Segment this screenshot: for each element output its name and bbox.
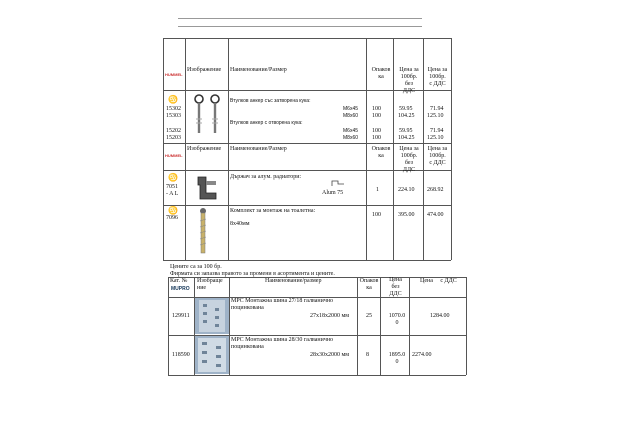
note-company-rights: Фирмата си запазва правото за промени в асортимента и цените.: [170, 271, 335, 277]
code-15202: 15202: [166, 128, 181, 134]
price-no-vat-1: 59.95: [399, 106, 413, 112]
price-vat-4: 125.10: [427, 135, 444, 141]
mounting-rail-image-1: [195, 298, 229, 334]
t2-pack-129911: 25: [366, 313, 372, 319]
price-vat-1: 71.94: [430, 106, 444, 112]
note-prices: Цените са за 100 бр.: [170, 264, 222, 270]
size-m8x60-a: M8x60: [343, 113, 359, 119]
t2-price-vat-118590: 2274.00: [412, 352, 432, 358]
header2-price-vat: Цена за 100бр. с ДДС: [427, 146, 448, 166]
t2-pack-118590: 8: [366, 352, 369, 358]
hook-anchor-image: [189, 93, 225, 135]
size-8x40: 8x40мм: [230, 221, 250, 227]
code-7051: 7051 - A L: [166, 184, 179, 197]
header2-price-no-vat: Цена за 100бр. без ДДС: [399, 146, 419, 173]
header-pack: Опаков ка: [371, 67, 391, 80]
price-vat-3: 71.94: [430, 128, 444, 134]
header2-name: Наименование/Размер: [230, 146, 287, 152]
t2-name-129911-1: MPC Монтажна шина 27/18 галванично: [231, 298, 334, 304]
t2-header-price-vat: Цена с ДДС: [420, 278, 457, 284]
size-alum75: Alum 75: [322, 190, 344, 196]
code-15203: 15203: [166, 135, 181, 141]
t2-header-image: Изобраще ние: [197, 278, 223, 291]
desc-open-hook: Втулков анкер с отворена кука:: [230, 120, 303, 126]
mupro-logo: MUPRO: [171, 286, 190, 292]
t2-cat-129911: 129911: [172, 313, 190, 319]
price-no-vat-3: 59.95: [399, 128, 413, 134]
desc-toilet-kit: Комплект за монтаж на тоалетна:: [230, 208, 316, 214]
price-no-vat-4: 104.25: [398, 135, 415, 141]
t2-size-129911: 27x18x2000 мм: [310, 313, 350, 319]
top-rule-2: [178, 26, 422, 27]
price-no-vat-radiator: 224.10: [398, 187, 415, 193]
size-m6x45-a: M6x45: [343, 106, 359, 112]
desc-radiator: Държач за алум. радиатори:: [230, 174, 302, 180]
hummel-logo: HUMMEL: [165, 72, 183, 77]
top-rule-1: [178, 18, 422, 19]
code-7096: 7096: [166, 215, 178, 221]
toilet-kit-image: [195, 207, 215, 257]
crab-logo-icon: ♋: [168, 95, 178, 104]
pack-2: 100: [372, 113, 381, 119]
pack-4: 100: [372, 135, 381, 141]
size-m8x60-b: M8x60: [343, 135, 359, 141]
crab-logo-icon-3: ♋: [168, 206, 178, 215]
header-name: Наименование/Размер: [230, 67, 287, 73]
pack-1: 100: [372, 106, 381, 112]
t2-header-price-no-vat: Цена без ДДС: [389, 277, 402, 297]
header2-pack: Опаков ка: [371, 146, 391, 159]
pack-3: 100: [372, 128, 381, 134]
price-vat-2: 125.10: [427, 113, 444, 119]
price-no-vat-toilet: 395.00: [398, 212, 415, 218]
t2-price-no-vat-129911: 1070.0 0: [388, 313, 406, 326]
t2-name-118590-2: поцинкована: [231, 344, 264, 350]
t2-header-cat: Кат. №: [170, 278, 188, 284]
price-vat-toilet: 474.00: [427, 212, 444, 218]
t2-name-118590-1: MPC Монтажна шина 28/30 галванично: [231, 337, 334, 343]
pack-radiator: 1: [376, 187, 379, 193]
mounting-rail-image-2: [195, 336, 229, 374]
desc-closed-hook: Втулков анкер със затворена кука:: [230, 98, 311, 104]
size-m6x45-b: M6x45: [343, 128, 359, 134]
bracket-sketch-icon: [330, 178, 346, 188]
t2-header-pack: Опаков ка: [359, 278, 379, 291]
code-15303: 15303: [166, 113, 181, 119]
price-vat-radiator: 268.92: [427, 187, 444, 193]
hummel-logo-2: HUMMEL: [165, 153, 183, 158]
code-15302: 15302: [166, 106, 181, 112]
t2-size-118590: 28x30x2000 мм: [310, 352, 350, 358]
header-image: Изображение: [187, 67, 222, 73]
radiator-bracket-image: [192, 173, 222, 203]
price-no-vat-2: 104.25: [398, 113, 415, 119]
t2-cat-118590: 118590: [172, 352, 190, 358]
header2-image: Изображение: [187, 146, 222, 152]
crab-logo-icon-2: ♋: [168, 173, 178, 182]
t2-header-name: Наименование/размер: [265, 278, 322, 284]
t2-price-vat-129911: 1284.00: [430, 313, 450, 319]
t2-name-129911-2: поцинкована: [231, 305, 264, 311]
header-price-no-vat: Цена за 100бр. без ДДС: [399, 67, 419, 94]
pack-toilet: 100: [372, 212, 381, 218]
header-price-vat: Цена за 100бр. с ДДС: [427, 67, 448, 87]
t2-price-no-vat-118590: 1895.0 0: [388, 352, 406, 365]
